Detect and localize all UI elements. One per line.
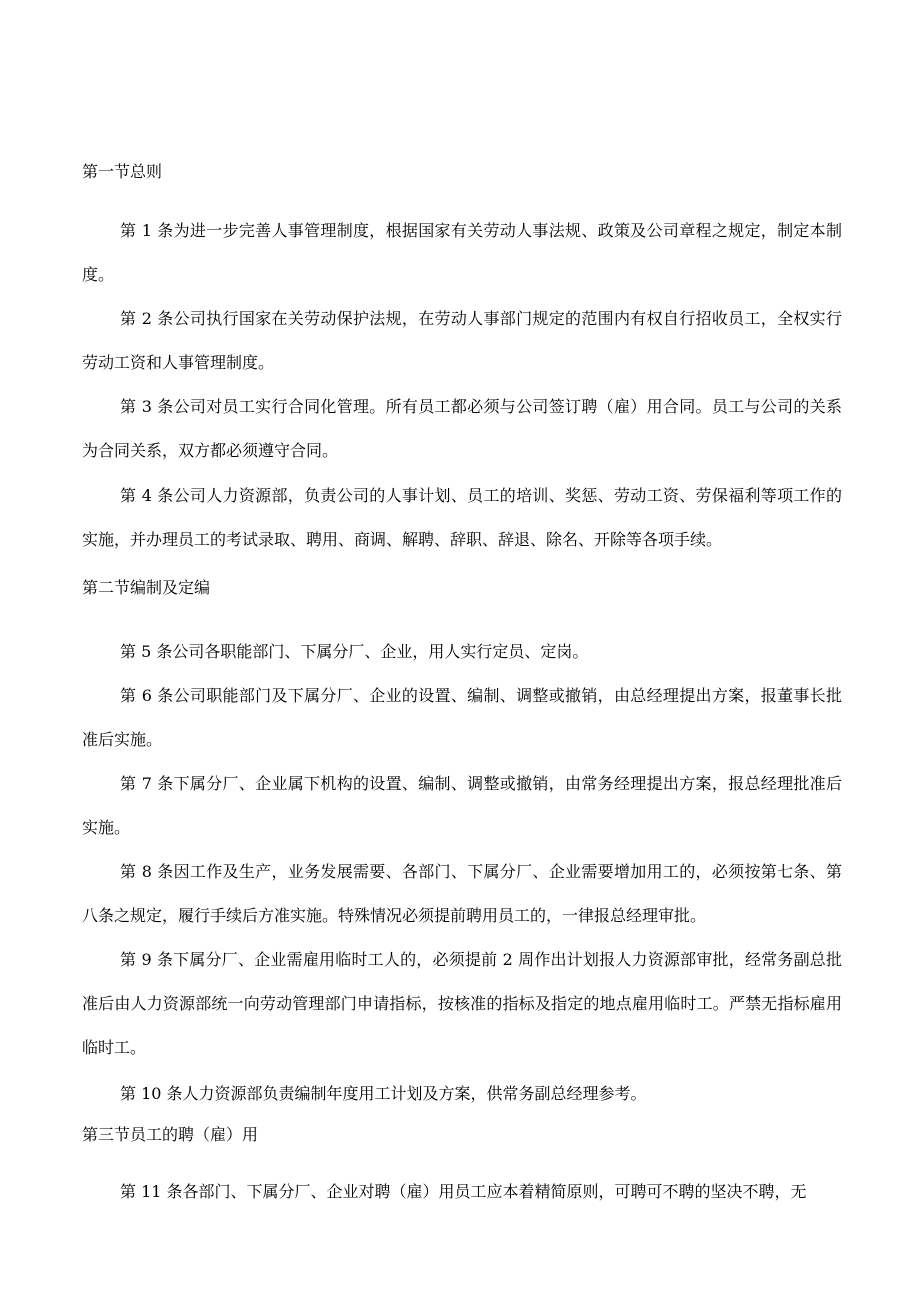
article-8: 第 8 条因工作及生产，业务发展需要、各部门、下属分厂、企业需要增加用工的，必须按第七条、第八条之规定，履行手续后方准实施。特殊情况必须提前聘用员工的，一律报总经理审批。 [82,862,842,925]
article-4: 第 4 条公司人力资源部，负责公司的人事计划、员工的培训、奖惩、劳动工资、劳保福利等项工作的实施，并办理员工的考试录取、聘用、商调、解聘、辞职、辞退、除名、开除等各项手续。 [82,486,842,549]
article-6: 第 6 条公司职能部门及下属分厂、企业的设置、编制、调整或撤销，由总经理提出方案，报董事长批准后实施。 [82,686,842,749]
article-2: 第 2 条公司执行国家在关劳动保护法规，在劳动人事部门规定的范围内有权自行招收员工，全权实行劳动工资和人事管理制度。 [82,309,842,372]
article-9: 第 9 条下属分厂、企业需雇用临时工人的，必须提前 2 周作出计划报人力资源部审批，经常务副总批准后由人力资源部统一向劳动管理部门申请指标，按核准的指标及指定的地点雇用临时工。严禁无指标雇用临时工。 [82,950,842,1057]
section-heading-3: 第三节员工的聘（雇）用 [82,1125,259,1144]
article-1: 第 1 条为进一步完善人事管理制度，根据国家有关劳动人事法规、政策及公司章程之规定，制定本制度。 [82,221,842,284]
article-11: 第 11 条各部门、下属分厂、企业对聘（雇）用员工应本着精简原则，可聘可不聘的坚决不聘，无 [120,1182,807,1201]
article-10: 第 10 条人力资源部负责编制年度用工计划及方案，供常务副总经理参考。 [120,1084,647,1103]
section-heading-1: 第一节总则 [82,162,163,181]
article-3: 第 3 条公司对员工实行合同化管理。所有员工都必须与公司签订聘（雇）用合同。员工与公司的关系为合同关系，双方都必须遵守合同。 [82,397,842,460]
article-7: 第 7 条下属分厂、企业属下机构的设置、编制、调整或撤销，由常务经理提出方案，报总经理批准后实施。 [82,774,842,837]
article-5: 第 5 条公司各职能部门、下属分厂、企业，用人实行定员、定岗。 [120,642,589,661]
section-heading-2: 第二节编制及定编 [82,578,211,597]
